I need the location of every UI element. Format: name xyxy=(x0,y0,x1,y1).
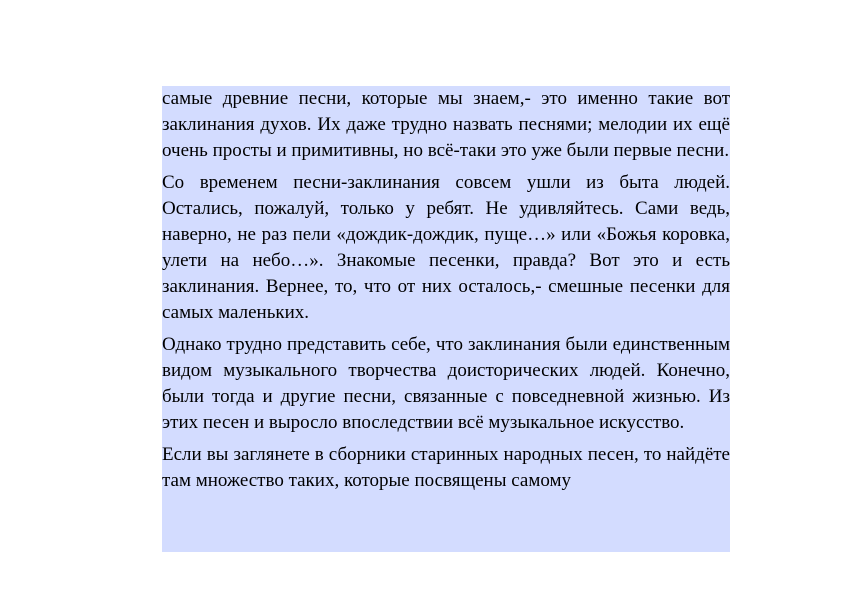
paragraph-3: Однако трудно представить себе, что заклинания были единственным видом музыкального творчества доисторических людей. Конечно, были тогда и другие песни, связанные с повседневной жизнью. Из этих песен и выросло впоследствии всё музыкальное искусство. xyxy=(162,334,730,433)
paragraph-2: Со временем песни-заклинания совсем ушли из быта людей. Остались, пожалуй, только у ребят. Не удивляйтесь. Сами ведь, наверно, не раз пели «дождик-дождик, пуще…» или «Божья коровка, улети на небо…». Знакомые песенки, правда? Вот это и есть заклинания. Вернее, то, что от них осталось,- смешные песенки для самых маленьких. xyxy=(162,172,730,323)
paragraph-4: Если вы заглянете в сборники старинных народных песен, то найдёте там множество таких, которые посвящены самому xyxy=(162,444,730,491)
text-body xyxy=(162,86,730,552)
paragraph-1: самые древние песни, которые мы знаем,- это именно такие вот заклинания духов. Их даже трудно назвать песнями; мелодии их ещё очень просты и примитивны, но всё-таки это уже были первые песни. xyxy=(162,88,730,161)
